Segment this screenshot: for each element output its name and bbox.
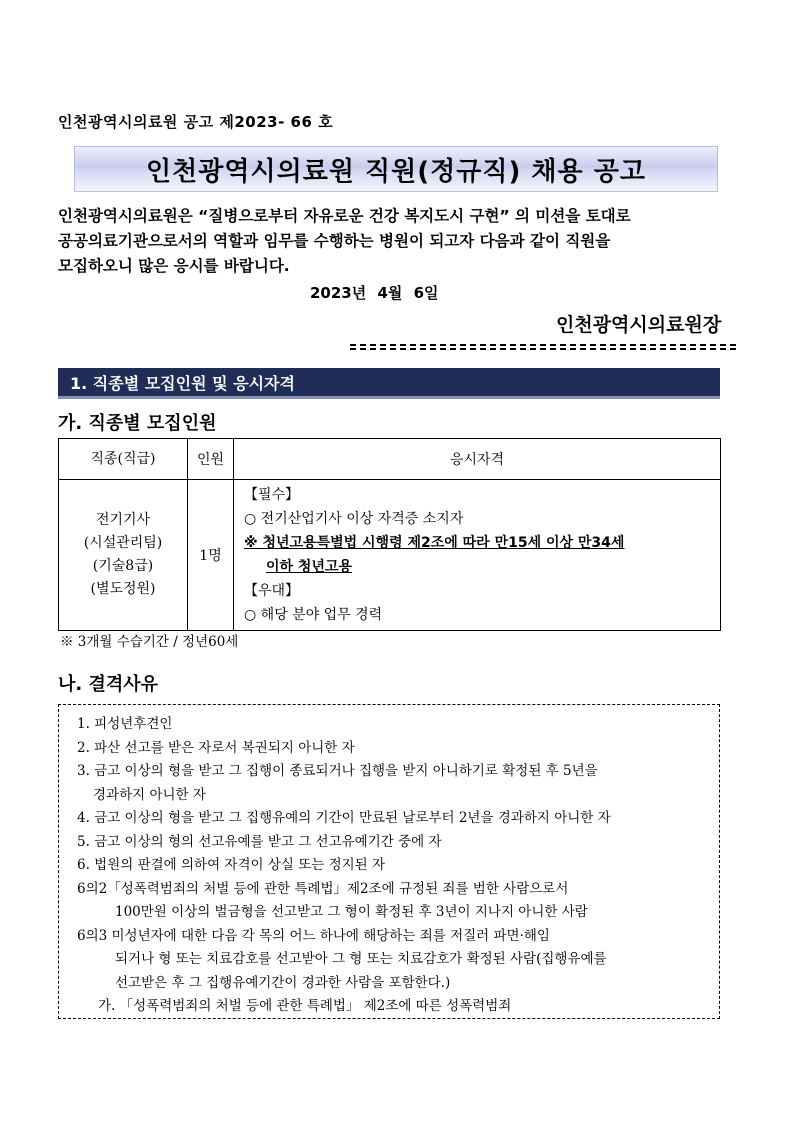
list-item: 6의2「성폭력범죄의 처벌 등에 관한 특례법」제2조에 규정된 죄를 범한 사람으로서 xyxy=(77,880,569,897)
notice-date: 2023년 4월 6일 xyxy=(310,284,439,302)
intro-line: 공공의료기관으로서의 역할과 임무를 수행하는 병원이 되고자 다음과 같이 직원을 xyxy=(58,232,611,250)
job-team: (시설관리팀) xyxy=(83,535,163,551)
page-title: 인천광역시의료원 직원(정규직) 채용 공고 xyxy=(146,156,646,187)
required-label: 【필수】 xyxy=(244,487,300,503)
required-item: ○ 전기산업기사 이상 자격증 소지자 xyxy=(244,511,464,527)
list-item-cont: 100만원 이상의 벌금형을 선고받고 그 형이 확정된 후 3년이 지나지 아니한 사람 xyxy=(115,904,588,920)
list-item-cont: 경과하지 아니한 자 xyxy=(93,786,206,803)
signer: 인천광역시의료원장 xyxy=(556,314,722,336)
section-title: 1. 직종별 모집인원 및 응시자격 xyxy=(70,373,295,393)
intro-line: 모집하오니 많은 응시를 바랍니다. xyxy=(58,257,290,275)
title-banner xyxy=(74,146,718,192)
table-row xyxy=(59,480,721,631)
section-header-bar xyxy=(58,368,720,399)
youth-employment-note: ※ 청년고용특별법 시행령 제2조에 따라 만15세 이상 만34세 xyxy=(244,535,625,551)
header-qualification: 응시자격 xyxy=(234,439,721,480)
intro-line: 인천광역시의료원은 “질병으로부터 자유로운 건강 복지도시 구현” 의 미션을 토대로 xyxy=(58,207,631,225)
recruitment-table xyxy=(58,438,721,631)
job-title: 전기기사 xyxy=(95,512,151,528)
header-count: 인원 xyxy=(188,439,234,480)
job-grade: (기술8급) xyxy=(92,558,154,574)
intro-paragraph xyxy=(58,204,738,279)
header-job: 직종(직급) xyxy=(59,439,188,480)
table-header-row xyxy=(59,439,721,480)
count-cell: 1명 xyxy=(188,480,234,631)
list-item: 4. 금고 이상의 형을 받고 그 집행유예의 기간이 만료된 날로부터 2년을 경과하지 아니한 자 xyxy=(77,810,611,826)
list-item-cont: 되거나 형 또는 치료감호를 선고받아 그 형 또는 치료감호가 확정된 사람(집행유예를 xyxy=(115,951,607,967)
list-item: 6의3 미성년자에 대한 다음 각 목의 어느 하나에 해당하는 죄를 저질러 파면·해임 xyxy=(77,927,550,944)
list-subitem: 가. 「성폭력범죄의 처벌 등에 관한 특례법」 제2조에 따른 성폭력범죄 xyxy=(98,998,512,1014)
list-item: 6. 법원의 판결에 의하여 자격이 상실 또는 정지된 자 xyxy=(77,857,386,873)
youth-employment-note-cont: 이하 청년고용 xyxy=(266,559,353,575)
list-item-cont: 선고받은 후 그 집행유예기간이 경과한 사람을 포함한다.) xyxy=(115,974,451,991)
qualification-cell xyxy=(234,480,721,631)
probation-note: ※ 3개월 수습기간 / 정년60세 xyxy=(60,634,239,650)
notice-number: 인천광역시의료원 공고 제2023- 66 호 xyxy=(58,113,334,131)
job-quota-type: (별도정원) xyxy=(90,581,156,597)
list-item: 3. 금고 이상의 형을 받고 그 집행이 종료되거나 집행을 받지 아니하기로 확정된 후 5년을 xyxy=(77,763,598,779)
disqualification-box xyxy=(58,704,720,1019)
list-item: 1. 피성년후견인 xyxy=(77,716,173,732)
job-cell xyxy=(59,480,188,631)
subsection-title-b: 나. 결격사유 xyxy=(58,674,159,695)
list-item: 5. 금고 이상의 형의 선고유예를 받고 그 선고유예기간 중에 자 xyxy=(77,833,442,850)
list-item: 2. 파산 선고를 받은 자로서 복권되지 아니한 자 xyxy=(77,739,355,756)
subsection-title-a: 가. 직종별 모집인원 xyxy=(58,413,217,434)
preferred-item: ○ 해당 분야 업무 경력 xyxy=(244,607,383,623)
double-divider xyxy=(350,344,736,350)
preferred-label: 【우대】 xyxy=(244,583,300,599)
